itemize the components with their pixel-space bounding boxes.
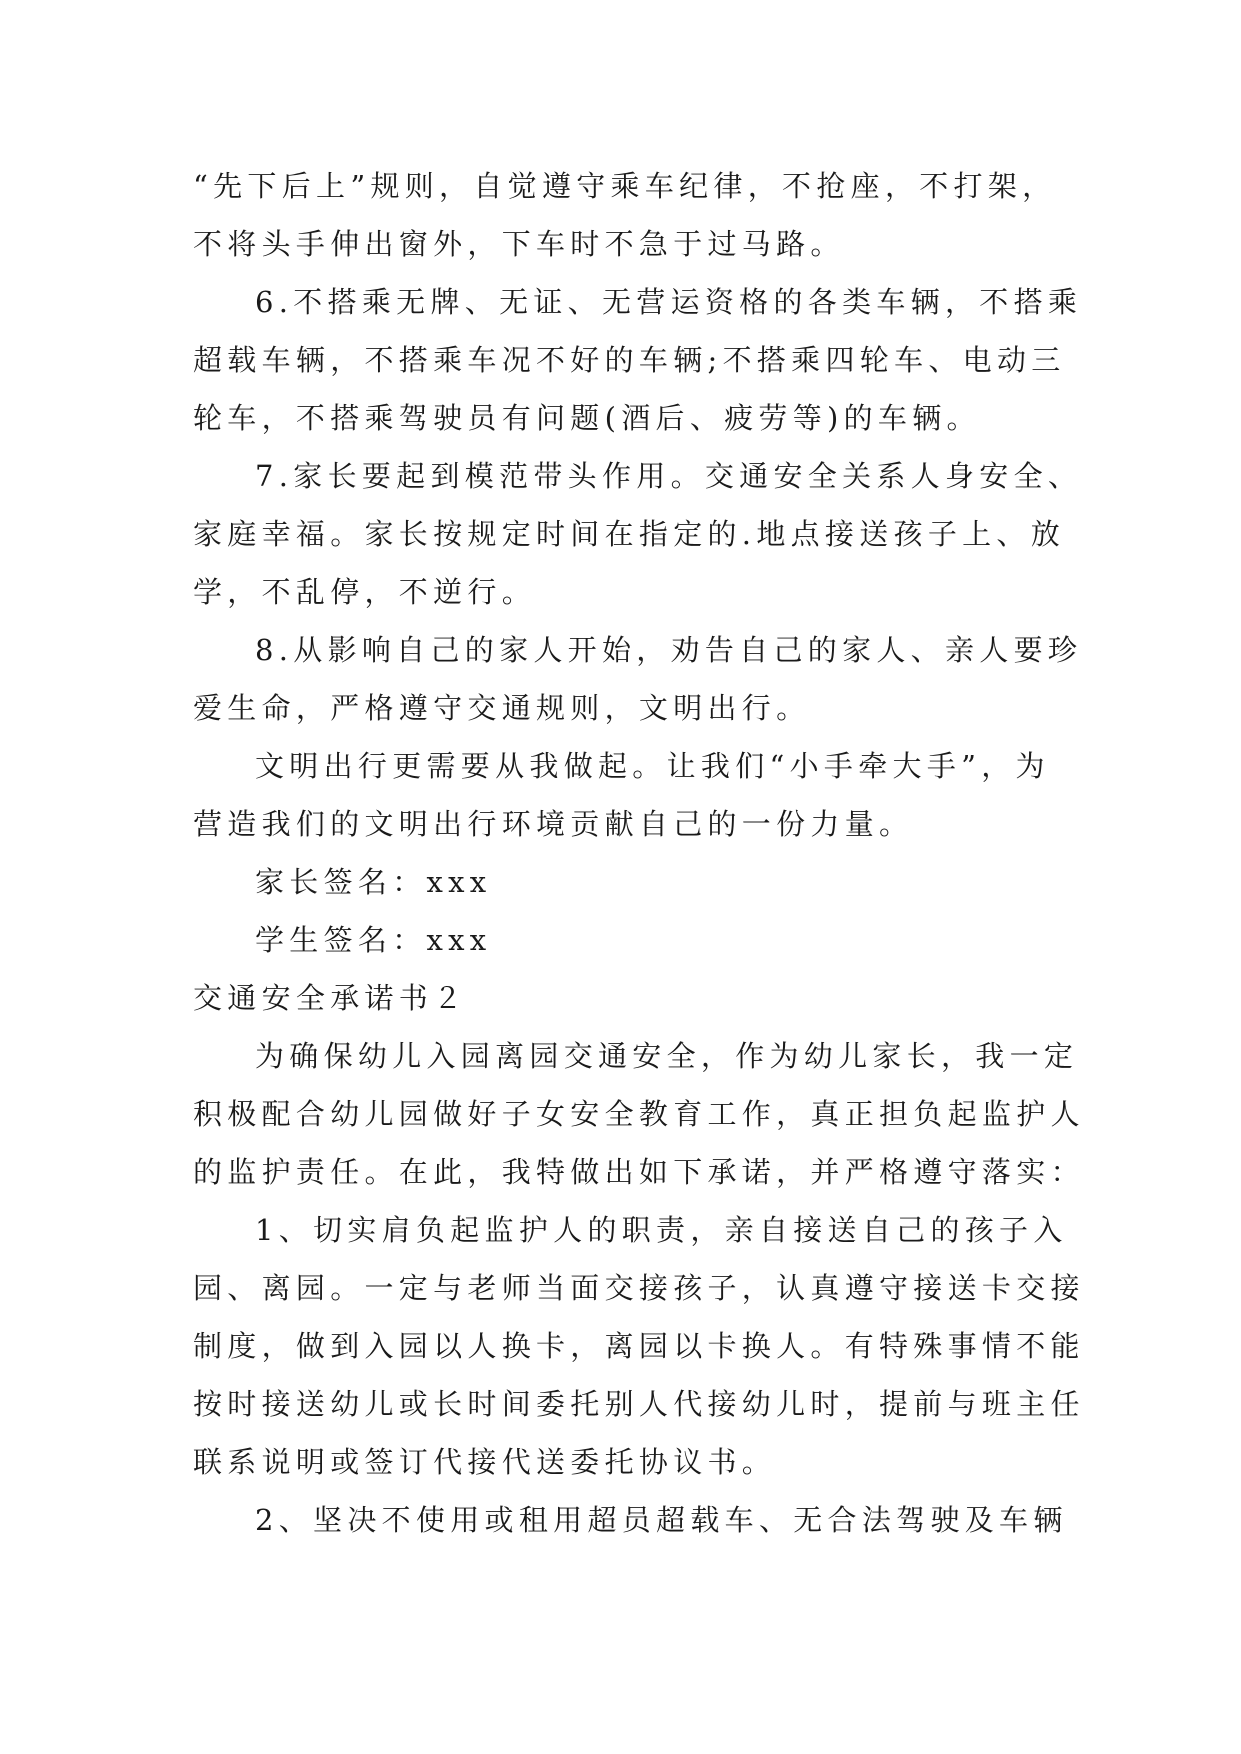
paragraph-line: 联系说明或签订代接代送委托协议书。 <box>193 1445 777 1479</box>
paragraph-line: 超载车辆，不搭乘车况不好的车辆;不搭乘四轮车、电动三 <box>193 343 1066 377</box>
parent-signature: 家长签名：xxx <box>255 865 492 899</box>
paragraph-line: 爱生命，严格遵守交通规则，文明出行。 <box>193 691 811 725</box>
paragraph-line: 积极配合幼儿园做好子女安全教育工作，真正担负起监护人 <box>193 1097 1085 1131</box>
list-item-7-line: 7.家长要起到模范带头作用。交通安全关系人身安全、 <box>255 459 1083 493</box>
paragraph-line: 制度，做到入园以人换卡，离园以卡换人。有特殊事情不能 <box>193 1329 1085 1363</box>
paragraph-line: 为确保幼儿入园离园交通安全，作为幼儿家长，我一定 <box>255 1039 1079 1073</box>
student-signature: 学生签名：xxx <box>255 923 492 957</box>
list-item-6-line: 6.不搭乘无牌、无证、无营运资格的各类车辆，不搭乘 <box>255 285 1083 319</box>
paragraph-line: “先下后上”规则，自觉遵守乘车纪律，不抢座，不打架， <box>193 169 1057 203</box>
paragraph-line: 家庭幸福。家长按规定时间在指定的.地点接送孩子上、放 <box>193 517 1066 551</box>
paragraph-line: 学，不乱停，不逆行。 <box>193 575 537 609</box>
paragraph-line: 按时接送幼儿或长时间委托别人代接幼儿时，提前与班主任 <box>193 1387 1085 1421</box>
paragraph-line: 轮车，不搭乘驾驶员有问题(酒后、疲劳等)的车辆。 <box>193 401 981 435</box>
section-title: 交通安全承诺书２ <box>193 981 468 1015</box>
paragraph-line: 园、离园。一定与老师当面交接孩子，认真遵守接送卡交接 <box>193 1271 1085 1305</box>
paragraph-line: 的监护责任。在此，我特做出如下承诺，并严格遵守落实： <box>193 1155 1085 1189</box>
list-item-2-line: 2、坚决不使用或租用超员超载车、无合法驾驶及车辆 <box>255 1503 1068 1537</box>
paragraph-line: 文明出行更需要从我做起。让我们“小手牵大手”，为 <box>255 749 1050 783</box>
list-item-8-line: 8.从影响自己的家人开始，劝告自己的家人、亲人要珍 <box>255 633 1083 667</box>
list-item-1-line: 1、切实肩负起监护人的职责，亲自接送自己的孩子入 <box>255 1213 1068 1247</box>
paragraph-line: 不将头手伸出窗外，下车时不急于过马路。 <box>193 227 845 261</box>
paragraph-line: 营造我们的文明出行环境贡献自己的一份力量。 <box>193 807 914 841</box>
